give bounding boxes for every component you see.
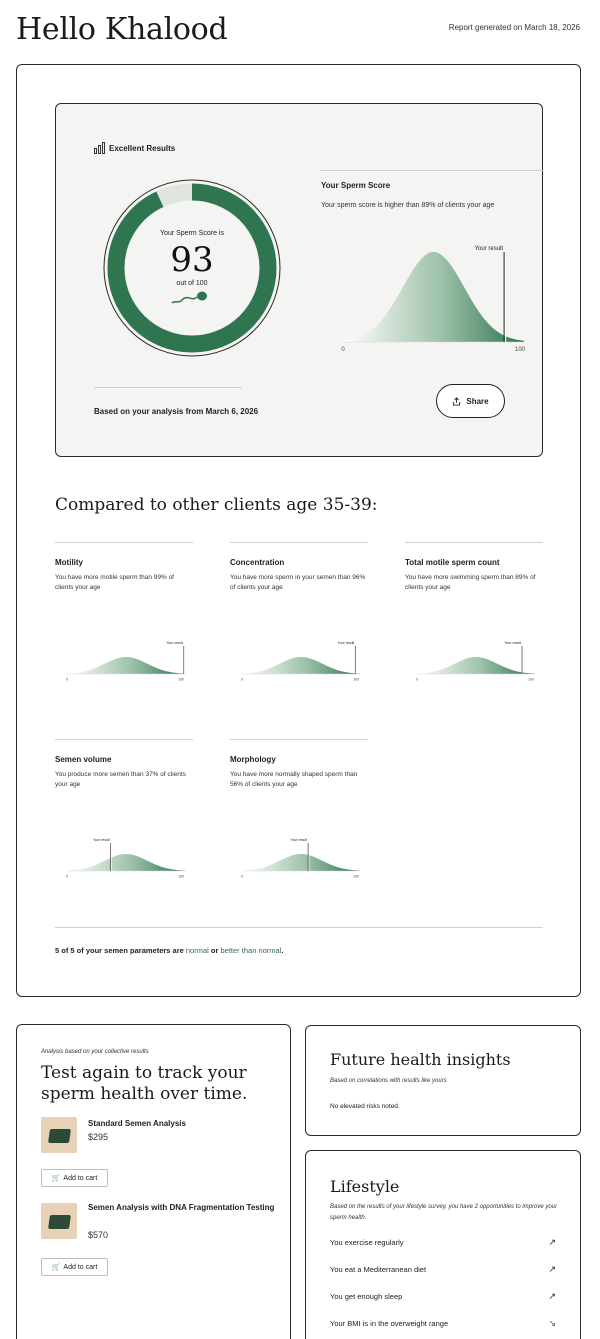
metric-motility <box>55 542 193 682</box>
summary-or: or <box>208 946 221 955</box>
report-date: Report generated on March 18, 2026 <box>448 23 580 32</box>
metric-distribution-chart <box>63 637 189 682</box>
distribution-curve <box>343 252 524 342</box>
bar-chart-icon <box>94 142 105 154</box>
lifestyle-item[interactable] <box>330 1292 556 1301</box>
share-label: Share <box>466 396 489 406</box>
score-subtitle: Your sperm score is higher than 89% of clients your age <box>321 202 495 209</box>
axis-min-label: 0 <box>241 677 243 682</box>
results-card <box>16 64 581 997</box>
arrow-up-right-icon: ↗ <box>548 1291 556 1301</box>
axis-max-label: 100 <box>353 677 359 682</box>
divider <box>55 927 543 928</box>
product-image <box>41 1117 77 1153</box>
lifestyle-item[interactable] <box>330 1238 556 1247</box>
your-result-label: Your result <box>166 641 183 645</box>
distribution-curve <box>67 854 185 871</box>
future-health-title: Future health insights <box>330 1050 511 1069</box>
metric-distribution-chart <box>238 637 364 682</box>
lifestyle-item[interactable] <box>330 1319 556 1328</box>
score-out-of: out of 100 <box>176 280 208 287</box>
divider <box>55 542 193 543</box>
axis-max-label: 100 <box>178 677 184 682</box>
future-health-card <box>305 1025 581 1136</box>
score-distribution-chart <box>341 234 526 354</box>
add-to-cart-label: Add to cart <box>63 1263 98 1271</box>
metric-name: Concentration <box>230 558 285 567</box>
your-result-label: Your result <box>93 838 110 842</box>
normal-link[interactable]: normal <box>185 946 209 955</box>
arrow-up-right-icon: ↗ <box>548 1264 556 1274</box>
badge-label: Excellent Results <box>109 143 176 153</box>
share-icon <box>452 397 461 406</box>
lifestyle-item-label: You eat a Mediterranean diet <box>330 1265 427 1274</box>
metric-distribution-chart <box>413 637 539 682</box>
test-again-caption: Analysis based on your collective results <box>41 1049 149 1055</box>
metric-description: You have more sperm in your semen than 96% of clients your age <box>230 574 366 591</box>
ring-label: Your Sperm Score is <box>160 230 224 237</box>
axis-max-label: 100 <box>528 677 534 682</box>
metric-name: Morphology <box>230 755 276 764</box>
summary-prefix: 5 of 5 of your semen parameters are <box>55 946 186 955</box>
metric-description: You have more normally shaped sperm than 56% of clients your age <box>230 771 358 788</box>
axis-min-label: 0 <box>241 874 243 879</box>
axis-min-label: 0 <box>66 677 68 682</box>
metric-distribution-chart <box>238 834 364 879</box>
lifestyle-title: Lifestyle <box>330 1177 400 1196</box>
future-health-subtitle: Based on correlations with results like yours <box>330 1078 447 1084</box>
metric-distribution-chart <box>63 834 189 879</box>
metric-semen-volume <box>55 739 193 879</box>
axis-max-label: 100 <box>514 347 526 353</box>
divider <box>55 739 193 740</box>
arrow-up-right-icon: ↗ <box>548 1237 556 1247</box>
metric-name: Motility <box>55 558 83 567</box>
divider <box>230 542 368 543</box>
metric-name: Semen volume <box>55 755 112 764</box>
metric-total-motile-sperm-count <box>405 542 543 682</box>
score-ring <box>102 178 282 358</box>
axis-max-label: 100 <box>353 874 359 879</box>
product-price: $295 <box>88 1132 109 1142</box>
score-value: 93 <box>170 240 214 280</box>
cart-icon: 🛒 <box>51 1175 61 1182</box>
lifestyle-subtitle: Based on the results of your lifestyle survey, you have 2 opportunities to improve your sperm health. <box>330 1204 558 1221</box>
your-result-label: Your result <box>337 641 355 645</box>
metric-description: You have more motile sperm than 99% of clients your age <box>55 574 174 591</box>
metric-description: You produce more semen than 37% of clients your age <box>55 771 186 788</box>
score-title: Your Sperm Score <box>321 181 391 190</box>
metric-description: You have more swimming sperm than 89% of clients your age <box>405 574 536 591</box>
excellent-results-badge <box>94 142 175 154</box>
divider <box>405 542 543 543</box>
divider <box>230 739 368 740</box>
distribution-curve <box>242 854 360 871</box>
comparison-title: Compared to other clients age 35-39: <box>55 495 378 515</box>
test-again-card <box>16 1024 291 1339</box>
summary-end: . <box>281 946 284 955</box>
metric-name: Total motile sperm count <box>405 558 500 567</box>
distribution-curve <box>417 657 535 674</box>
test-again-title: Test again to track your sperm health over time. <box>41 1063 248 1104</box>
distribution-curve <box>242 657 360 674</box>
lifestyle-item-label: Your BMI is in the overweight range <box>330 1319 449 1328</box>
divider <box>320 170 544 171</box>
future-health-note: No elevated risks noted. <box>330 1103 400 1110</box>
lifestyle-item-label: You exercise regularly <box>330 1238 404 1247</box>
product-name[interactable]: Standard Semen Analysis <box>88 1119 186 1128</box>
axis-min-label: 0 <box>341 347 345 353</box>
cart-icon: 🛒 <box>51 1264 61 1271</box>
lifestyle-card <box>305 1150 581 1339</box>
lifestyle-item-label: You get enough sleep <box>330 1292 403 1301</box>
analysis-date: Based on your analysis from March 6, 2026 <box>94 407 259 416</box>
product-name[interactable]: Semen Analysis with DNA Fragmentation Testing <box>88 1203 275 1212</box>
product-price: $570 <box>88 1230 109 1240</box>
divider <box>94 387 242 388</box>
sperm-score-card <box>55 103 543 457</box>
distribution-curve <box>67 657 185 674</box>
add-to-cart-label: Add to cart <box>63 1174 98 1182</box>
your-result-label: Your result <box>290 838 308 842</box>
parameters-summary <box>55 946 283 955</box>
greeting-title: Hello Khalood <box>16 12 228 47</box>
add-to-cart-button[interactable] <box>41 1169 108 1187</box>
lifestyle-item[interactable] <box>330 1265 556 1274</box>
your-result-label: Your result <box>504 641 522 645</box>
product-image <box>41 1203 77 1239</box>
axis-max-label: 100 <box>178 874 184 879</box>
share-button[interactable] <box>436 384 505 418</box>
add-to-cart-button[interactable] <box>41 1258 108 1276</box>
better-than-normal-link[interactable]: better than normal <box>220 946 282 955</box>
metric-morphology <box>230 739 368 879</box>
axis-min-label: 0 <box>416 677 418 682</box>
axis-min-label: 0 <box>66 874 68 879</box>
arrow-down-right-icon: ↘ <box>548 1318 556 1328</box>
metric-concentration <box>230 542 368 682</box>
your-result-label: Your result <box>474 246 504 252</box>
